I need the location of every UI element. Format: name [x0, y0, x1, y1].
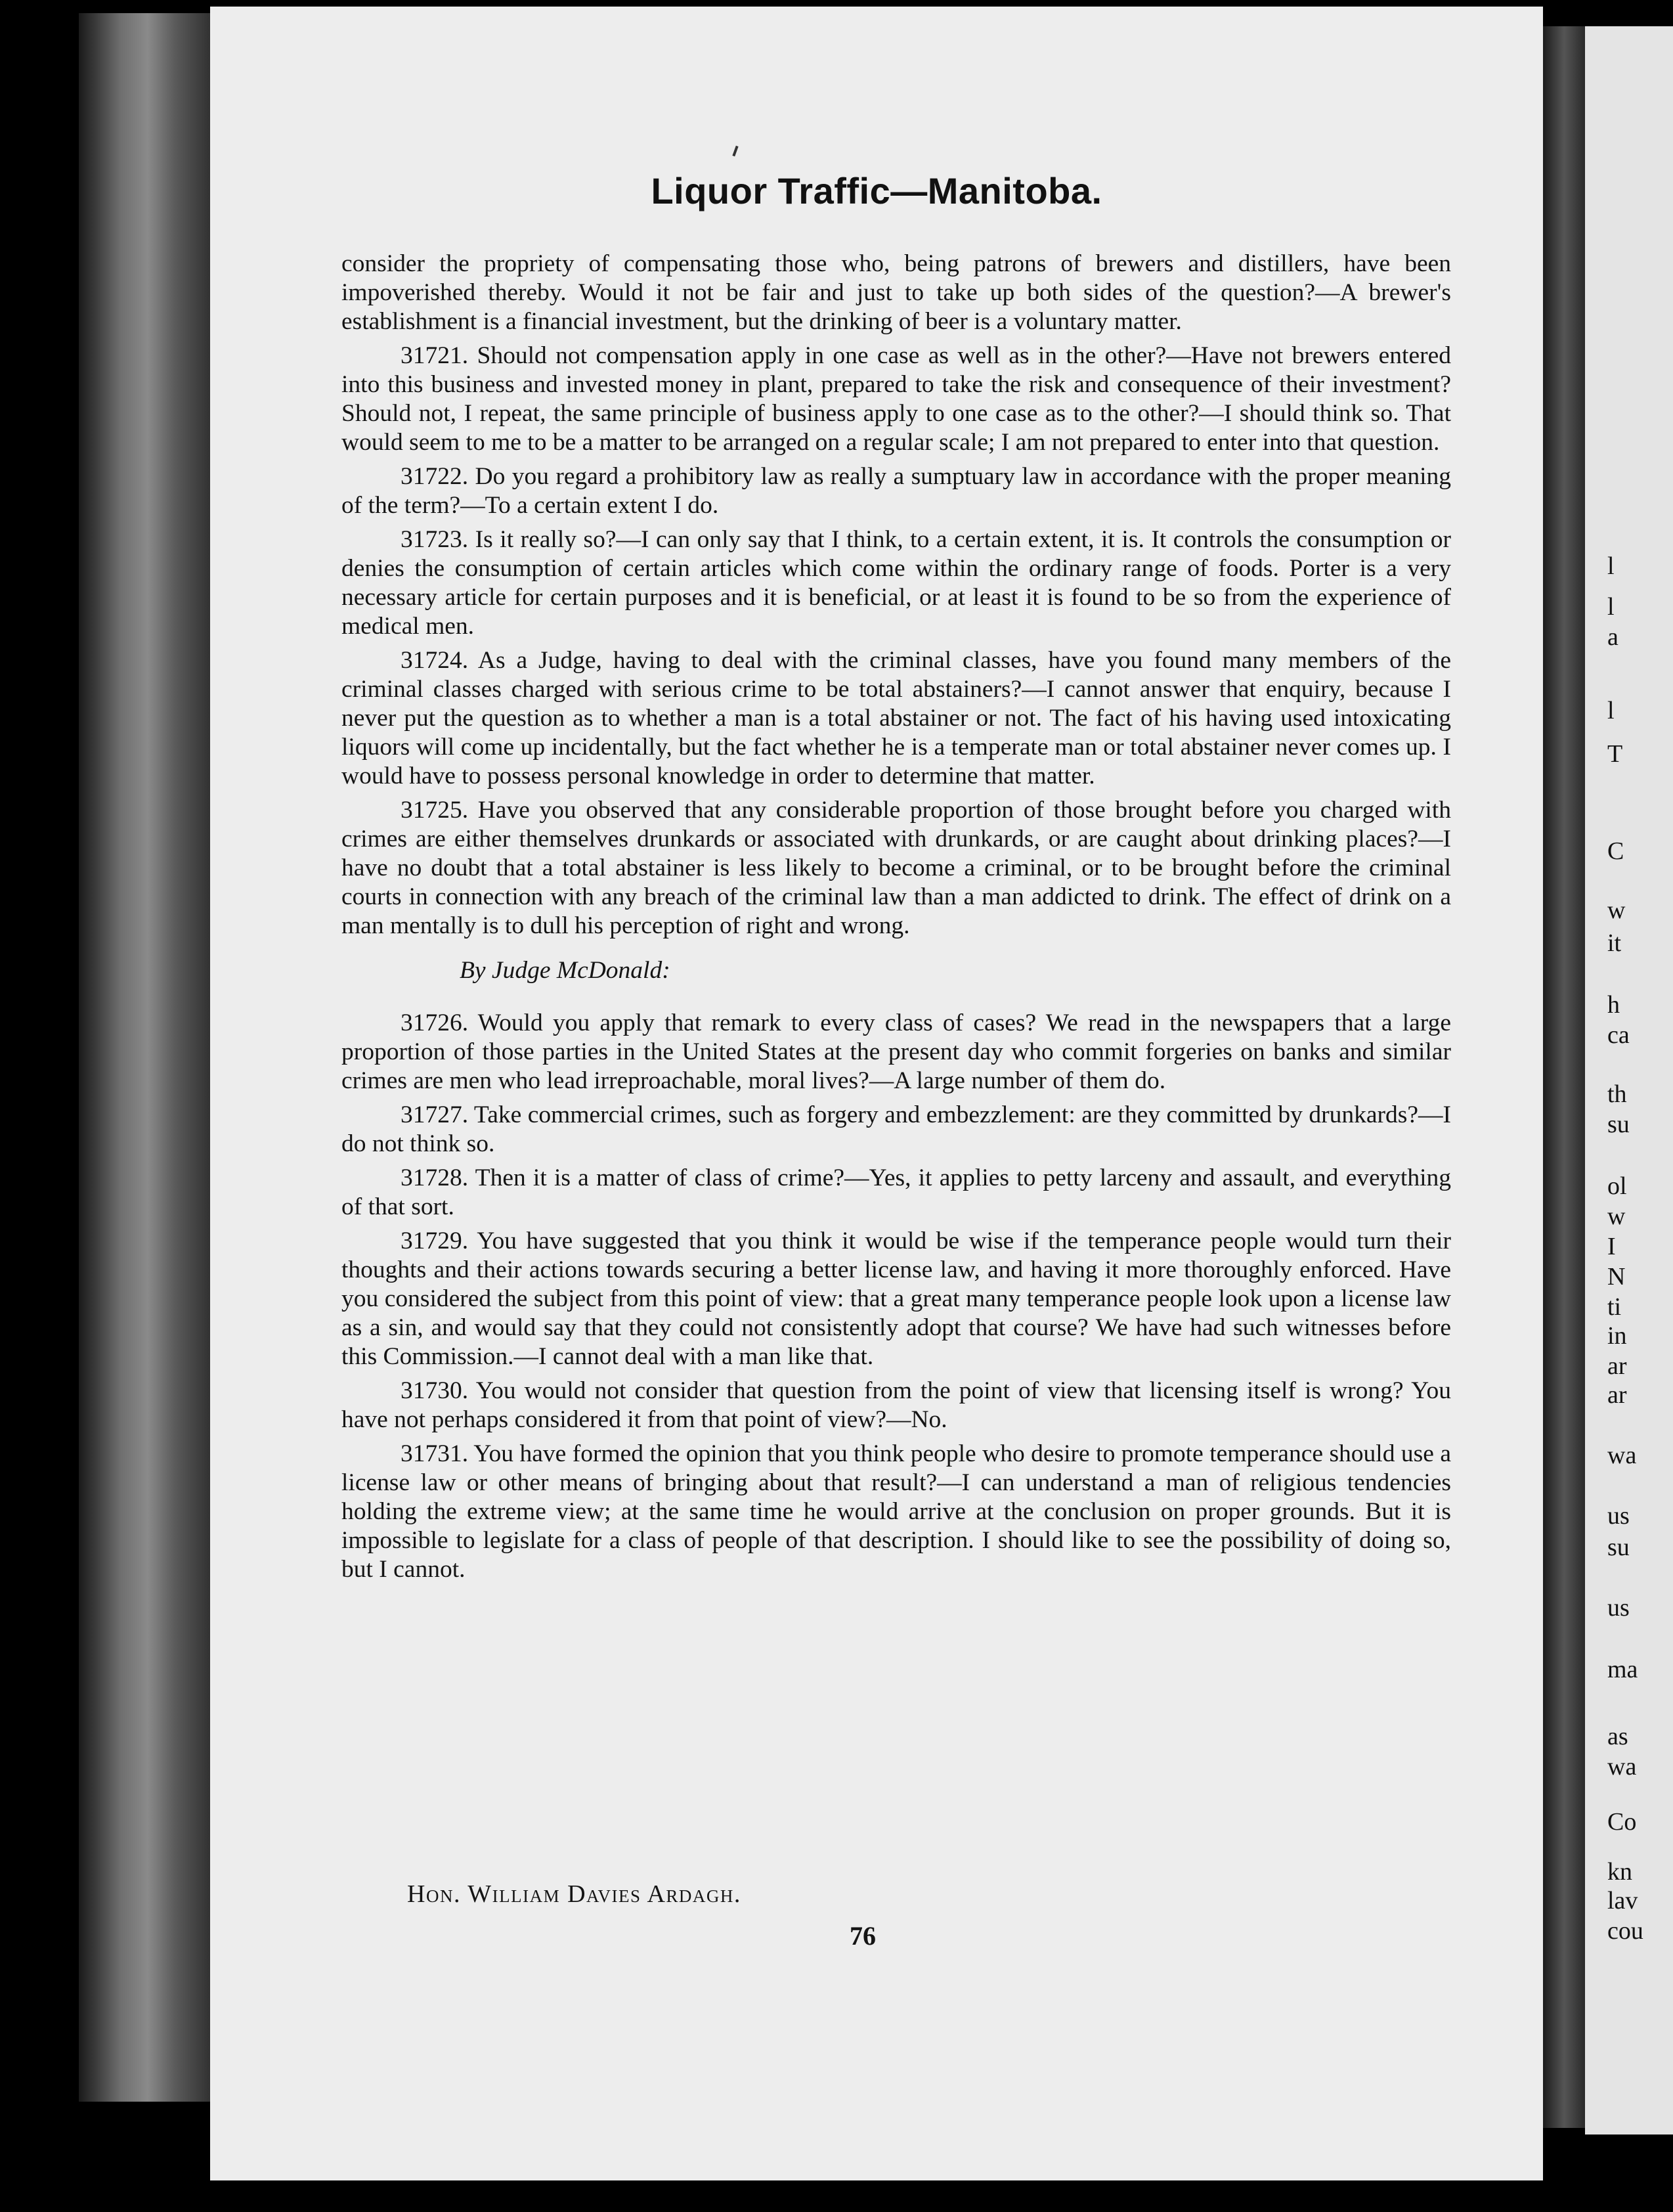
facing-page-text: wa	[1607, 1442, 1637, 1469]
page-number: 76	[850, 1921, 876, 1951]
facing-page-text: T	[1607, 740, 1623, 768]
facing-page-text: ca	[1607, 1021, 1630, 1049]
facing-page-text: w	[1607, 1203, 1626, 1230]
facing-page-text: in	[1607, 1322, 1627, 1350]
facing-page-fragment	[1585, 26, 1673, 2135]
witness-name: Hon. William Davies Ardagh.	[407, 1880, 741, 1908]
facing-page-text: kn	[1607, 1858, 1632, 1886]
paragraph: 31730. You would not consider that question from the point of view that licensing itself is wrong? You have not perhaps considered it from that point of view?—No.	[341, 1377, 1451, 1433]
facing-page-text: wa	[1607, 1753, 1637, 1781]
body-text	[341, 250, 1451, 1589]
facing-page-text: it	[1607, 929, 1622, 957]
facing-page-text: N	[1607, 1263, 1626, 1291]
paragraph: 31723. Is it really so?—I can only say that I think, to a certain extent, it is. It controls the consumption or denies the consumption of certain articles which come within the ordinary range of foods. Porter is a very necessary article for certain purposes and it is beneficial, or at least it is found to be so from the experience of medical men.	[341, 526, 1451, 640]
facing-page-text: ar	[1607, 1352, 1627, 1380]
page-title: Liquor Traffic—Manitoba.	[651, 170, 1102, 211]
paragraph: consider the propriety of compensating those who, being patrons of brewers and distillers, have been impoverished thereby. Would it not be fair and just to take up both sides of the question?—A brewer's establishment is a financial investment, but the drinking of beer is a voluntary matter.	[341, 250, 1451, 335]
facing-page-text: su	[1607, 1111, 1630, 1138]
facing-page-text: w	[1607, 896, 1626, 924]
facing-page-text: ti	[1607, 1293, 1622, 1321]
facing-page-text: us	[1607, 1594, 1630, 1622]
facing-page-text: cou	[1607, 1917, 1643, 1945]
paragraph: 31728. Then it is a matter of class of crime?—Yes, it applies to petty larceny and assault, and everything of that sort.	[341, 1164, 1451, 1220]
facing-page-text: ol	[1607, 1172, 1627, 1200]
paragraph: 31731. You have formed the opinion that you think people who desire to promote temperance should use a license law or other means of bringing about that result?—I can understand a man of religious tendencies holding the extreme view; at the same time he would arrive at the conclusion on proper grounds. But it is impossible to legislate for a class of people of that description. I should like to see the possibility of doing so, but I cannot.	[341, 1440, 1451, 1583]
facing-page-text: lav	[1607, 1887, 1638, 1914]
book-page-edges	[79, 13, 217, 2102]
facing-page-text: th	[1607, 1080, 1627, 1108]
facing-page-text: ar	[1607, 1381, 1627, 1409]
facing-page-text: Co	[1607, 1808, 1637, 1836]
paragraph: 31722. Do you regard a prohibitory law as really a sumptuary law in accordance with the proper meaning of the term?—To a certain extent I do.	[341, 463, 1451, 519]
section-heading: By Judge McDonald:	[460, 957, 670, 984]
facing-page-text: I	[1607, 1233, 1616, 1260]
facing-page-text: su	[1607, 1534, 1630, 1561]
paragraph: 31724. As a Judge, having to deal with the criminal classes, have you found many members of the criminal classes charged with serious crime to be total abstainers?—I cannot answer that enquiry, because I never put the question as to whether a man is a total abstainer or not. The fact of his having used intoxicating liquors will come up incidentally, but the fact whether he is a temperate man or total abstainer never comes up. I would have to possess personal knowledge in order to determine that matter.	[341, 647, 1451, 789]
paragraph: 31721. Should not compensation apply in one case as well as in the other?—Have not brewers entered into this business and invested money in plant, prepared to take the risk and consequence of their investment? Should not, I repeat, the same principle of business apply to one case as to the other?—I should think so. That would seem to me to be a matter to be arranged on a regular scale; I am not prepared to enter into that question.	[341, 342, 1451, 456]
facing-page-text: l	[1607, 697, 1615, 724]
facing-page-text: us	[1607, 1502, 1630, 1530]
facing-page-text: l	[1607, 552, 1615, 580]
paragraph: 31727. Take commercial crimes, such as forgery and embezzlement: are they committed by drunkards?—I do not think so.	[341, 1101, 1451, 1157]
facing-page-text: h	[1607, 991, 1620, 1019]
paragraph: 31729. You have suggested that you think it would be wise if the temperance people would turn their thoughts and their actions towards securing a better license law, and having it more thoroughly enforced. Have you considered the subject from this point of view: that a great many temperance people look upon a license law as a sin, and would say that they could not consistently adopt that course? We have had such witnesses before this Commission.—I cannot deal with a man like that.	[341, 1228, 1451, 1370]
facing-page-text: l	[1607, 593, 1615, 621]
facing-page-text: C	[1607, 837, 1624, 865]
facing-page-text: ma	[1607, 1656, 1638, 1683]
book-gutter	[1543, 26, 1585, 2128]
facing-page-text: as	[1607, 1723, 1628, 1750]
paragraph: 31725. Have you observed that any considerable proportion of those brought before you charged with crimes are either themselves drunkards or associated with drunkards, or are caught about drinking places?—I have no doubt that a total abstainer is less likely to become a criminal, or to be brought before the criminal courts in connection with any breach of the criminal law than a man addicted to drink. The effect of drink on a man mentally is to dull his perception of right and wrong.	[341, 797, 1451, 939]
facing-page-text: a	[1607, 623, 1619, 651]
paragraph: 31726. Would you apply that remark to every class of cases? We read in the newspapers that a large proportion of those parties in the United States at the present day who commit forgeries on banks and similar crimes are men who lead irreproachable, moral lives?—A large number of them do.	[341, 1009, 1451, 1094]
